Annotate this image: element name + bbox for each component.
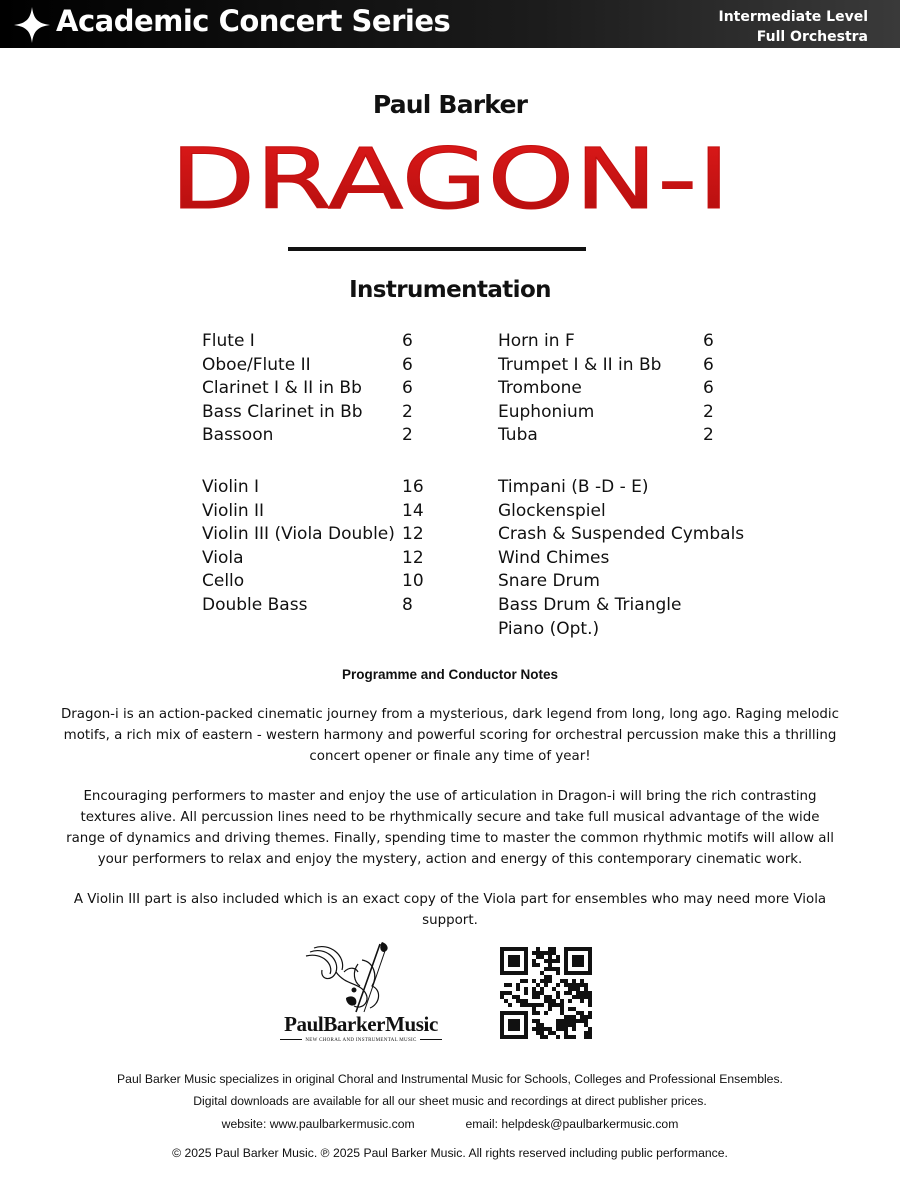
instrument-row: [202, 424, 432, 448]
percussion-list: [498, 476, 758, 641]
instrument-row: [498, 594, 758, 618]
instrument-name: Double Bass: [202, 594, 308, 615]
instrument-name: Snare Drum: [498, 571, 600, 592]
instrument-name: Viola: [202, 547, 244, 568]
instrument-row: [202, 354, 432, 378]
piece-title: [150, 138, 750, 218]
instrument-quantity: 6: [703, 331, 714, 351]
instrument-row: [202, 594, 432, 618]
instrument-quantity: 12: [402, 524, 424, 545]
instrument-row: [498, 354, 728, 378]
instrument-name: Horn in F: [498, 331, 575, 351]
instrument-row: [202, 500, 432, 524]
instrument-quantity: 12: [402, 547, 424, 568]
instrument-row: [202, 547, 432, 571]
instrument-quantity: 16: [402, 477, 424, 497]
instrument-row: [498, 523, 758, 547]
notes-heading: Programme and Conductor Notes: [341, 667, 559, 682]
instrument-quantity: 14: [402, 500, 424, 521]
instrument-quantity: 6: [703, 378, 714, 399]
instrument-name: Trombone: [498, 378, 582, 399]
notes-paragraph-1: Dragon-i is an action-packed cinematic journey from a mysterious, dark legend from long, long ago. Raging melodic motifs, a rich mix of eastern - western harmony and powerful scoring for orchestral percussion make this a thrilling concert opener or finale any time of year!: [60, 707, 839, 764]
series-title: Academic Concert Series: [56, 4, 451, 38]
instrument-quantity: 6: [703, 354, 714, 375]
instrument-name: Clarinet I & II in Bb: [202, 378, 362, 399]
instrument-name: Bassoon: [202, 425, 274, 446]
instrument-name: Tuba: [498, 425, 538, 446]
instrument-quantity: 6: [402, 354, 413, 375]
instrument-row: [202, 570, 432, 594]
instrument-row: [498, 618, 758, 642]
instrument-name: Bass Drum & Triangle: [498, 594, 682, 615]
instrument-name: Trumpet I & II in Bb: [498, 354, 662, 375]
instrument-name: Crash & Suspended Cymbals: [498, 524, 745, 545]
header-banner: [0, 0, 900, 48]
ensemble-label: Full Orchestra: [756, 29, 868, 45]
instrument-quantity: 2: [402, 425, 413, 446]
logo-tagline: NEW CHORAL AND INSTRUMENTAL MUSIC: [276, 1038, 446, 1043]
instrument-row: [202, 330, 432, 354]
composer-name: Paul Barker: [372, 90, 528, 119]
footer-contact: [0, 1117, 900, 1131]
instrument-name: Timpani (B -D - E): [498, 477, 649, 497]
instrument-name: Oboe/Flute II: [202, 354, 311, 375]
instrument-name: Glockenspiel: [498, 500, 606, 521]
instrument-quantity: 2: [402, 401, 413, 422]
instrument-row: [202, 523, 432, 547]
level-info: [668, 7, 868, 47]
email-link[interactable]: email: helpdesk@paulbarkermusic.com: [465, 1117, 679, 1131]
notes-paragraph-2: Encouraging performers to master and enjoy the use of articulation in Dragon-i will bring the rich contrasting textures alive. All percussion lines need to be rhythmically secure and take full musical advantage of the wide range of dynamics and driving themes. Finally, spending time to master the common rhythmic motifs will allow all your performers to relax and enjoy the mystery, action and energy of this contemporary cinematic work.: [66, 789, 834, 867]
piece-title-text: DRAGON-I: [170, 138, 730, 218]
instrument-name: Euphonium: [498, 401, 595, 422]
instrument-row: [498, 570, 758, 594]
instrument-quantity: 2: [703, 425, 714, 446]
website-link[interactable]: website: www.paulbarkermusic.com: [221, 1117, 415, 1131]
publisher-logo: [276, 942, 446, 1048]
instrument-row: [498, 500, 758, 524]
instrument-row: [202, 401, 432, 425]
instrument-quantity: 10: [402, 571, 424, 592]
instrument-row: [498, 330, 728, 354]
instrument-name: Wind Chimes: [498, 547, 610, 568]
brass-list: [498, 330, 728, 448]
four-point-star-icon: [14, 7, 50, 43]
instrument-name: Violin II: [202, 500, 265, 521]
footer-downloads: Digital downloads are available for all our sheet music and recordings at direct publisher prices.: [193, 1094, 707, 1108]
violin-scroll-icon: [296, 942, 426, 1014]
strings-list: [202, 476, 432, 618]
instrument-quantity: 6: [402, 378, 413, 399]
instrument-name: Cello: [202, 571, 245, 592]
instrument-name: Violin III (Viola Double): [202, 524, 395, 545]
instrument-quantity: 6: [402, 331, 413, 351]
instrument-name: Piano (Opt.): [498, 618, 600, 639]
instrument-row: [202, 476, 432, 500]
notes-paragraph-3: A Violin III part is also included which is an exact copy of the Viola part for ensembles who may need more Viola support.: [73, 892, 827, 928]
instrument-row: [498, 476, 758, 500]
title-divider: [288, 247, 586, 251]
instrument-row: [498, 401, 728, 425]
instrument-row: [498, 377, 728, 401]
instrument-row: [498, 424, 728, 448]
instrument-name: Flute I: [202, 331, 255, 351]
copyright-notice: © 2025 Paul Barker Music. ℗ 2025 Paul Barker Music. All rights reserved including public performance.: [172, 1146, 728, 1160]
qr-code-icon[interactable]: [500, 947, 592, 1039]
instrument-quantity: 8: [402, 594, 413, 615]
level-label: Intermediate Level: [718, 9, 868, 25]
instrument-row: [202, 377, 432, 401]
instrument-row: [498, 547, 758, 571]
instrumentation-heading: Instrumentation: [349, 277, 551, 303]
footer-about: Paul Barker Music specializes in original Choral and Instrumental Music for Schools, Colleges and Professional Ensembles.: [117, 1072, 783, 1086]
logo-name: PaulBarkerMusic: [284, 1012, 438, 1036]
woodwinds-list: [202, 330, 432, 448]
instrument-name: Bass Clarinet in Bb: [202, 401, 363, 422]
instrument-quantity: 2: [703, 401, 714, 422]
instrument-name: Violin I: [202, 477, 260, 497]
